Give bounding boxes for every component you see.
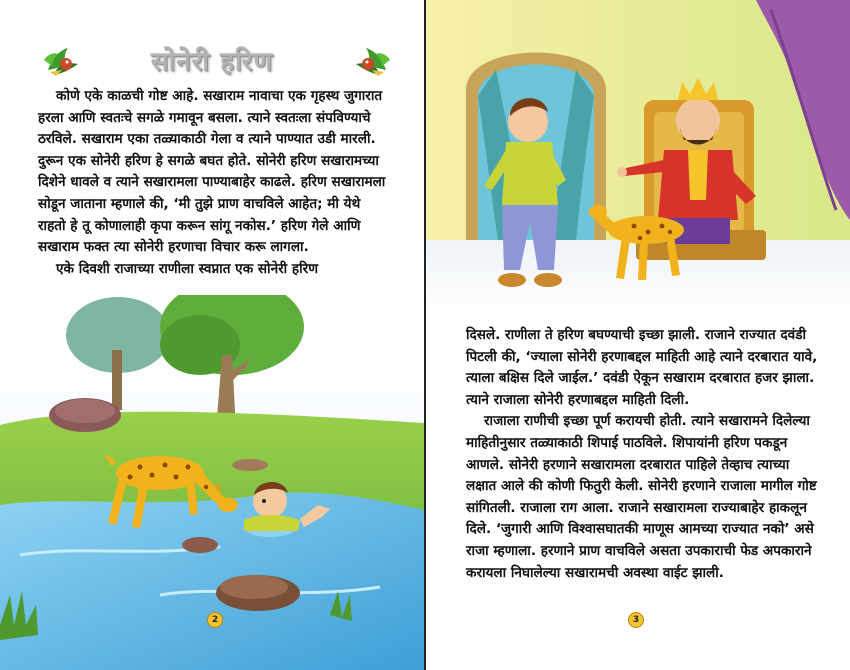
left-page-text xyxy=(38,86,390,280)
right-page-text xyxy=(466,325,818,584)
bird-ornament-icon xyxy=(352,40,392,78)
paragraph: कोणे एके काळची गोष्ट आहे. सखाराम नावाचा एक गृहस्थ जुगारात हरला आणि स्वतःचे सगळे गमावून बसला. त्याने स्वतःला संपविण्याचे ठरविले. सखाराम एका तळ्याकाठी गेला व त्याने पाण्यात उडी मारली. दुरून एक सोनेरी हरिण हे सगळे बघत होते. सोनेरी हरिण सखारामच्या दिशेने धावले व त्याने सखारामला पाण्याबाहेर काढले. हरिण सखारामला सोडून जाताना म्हणाले की, ‘मी तुझे प्राण वाचविले आहेत; मी येथे राहतो हे तू कोणालाही कृपा करून सांगू नकोस.’ हरिण गेले आणि सखाराम फक्त त्या सोनेरी हरणाचा विचार करू लागला. xyxy=(38,88,386,256)
page-number: 2 xyxy=(207,612,223,628)
left-page xyxy=(0,0,424,670)
paragraph: एके दिवशी राजाच्या राणीला स्वप्नात एक सोनेरी हरिण xyxy=(56,260,319,277)
royal-court-illustration xyxy=(426,0,850,315)
right-page xyxy=(426,0,850,670)
paragraph: राजाला राणीची इच्छा पूर्ण करायची होती. त्याने सखारामने दिलेल्या माहितीनुसार तळ्याकाठी शिपाई पाठविले. शिपायांनी हरिण पकडून आणले. सोनेरी हरणाने सखारामला दरबारात पाहिले तेव्हाच त्याच्या लक्षात आले की कोणी फितुरी केली. सोनेरी हरणाने राजाला मागील गोष्ट सांगितली. राजाला राग आला. राजाने सखारामला राज्याबाहेर हाकलून दिले. ‘जुगारी आणि विश्वासघातकी माणूस आमच्या राज्यात नको’ असे राजा म्हणाला. हरणाने प्राण वाचविले असता उपकाराची फेड अपकाराने करायला निघालेल्या सखारामची अवस्था वाईट झाली. xyxy=(466,413,817,581)
story-title: सोनेरी हरिण xyxy=(150,47,274,77)
paragraph: दिसले. राणीला ते हरिण बघण्याची इच्छा झाली. राजाने राज्यात दवंडी पिटली की, ‘ज्याला सोनेरी हरणाबद्दल माहिती आहे त्याने दरबारात यावे, त्याला बक्षिस दिले जाईल.’ दवंडी ऐकून सखाराम दरबारात हजर झाला. त्याने राजाला सोनेरी हरणाबद्दल माहिती दिली. xyxy=(466,327,818,408)
page-number: 3 xyxy=(628,612,644,628)
